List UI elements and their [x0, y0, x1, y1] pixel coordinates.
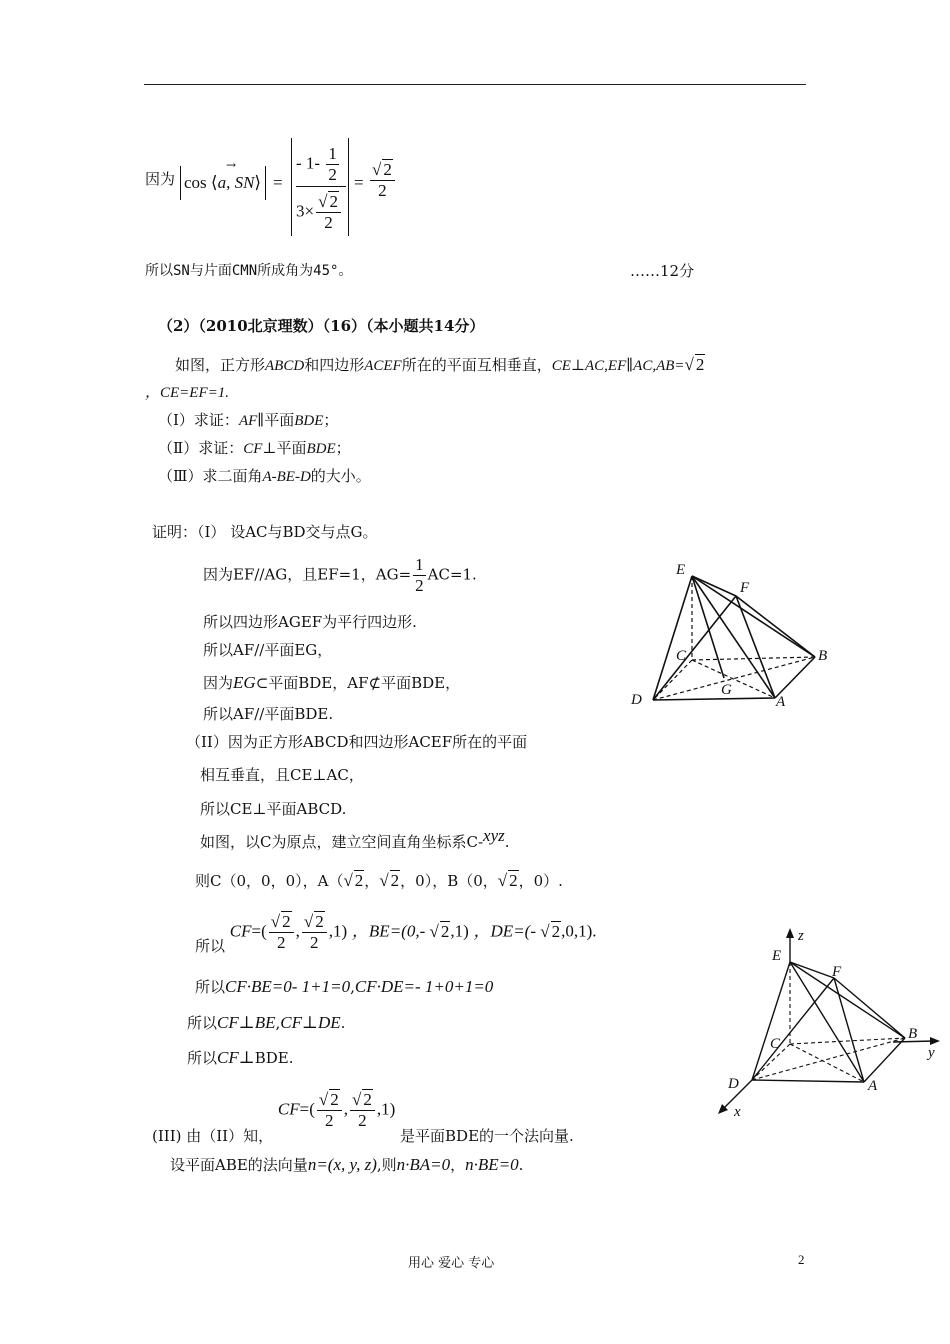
eq1-result: $\frac{√ 2}{2}$: [368, 160, 397, 201]
eq1-denominator: 3× $\frac{√ 2}{2}$: [296, 192, 343, 233]
abs-bar-left-2: [291, 138, 292, 236]
fig2-label-y: y: [928, 1045, 935, 1061]
problem-stem: 如图，正方形ABCD和四边形ACEF所在的平面互相垂直，CE⊥AC,EF∥AC,AB=√ 2: [175, 355, 705, 374]
eq1-fraction-line: [296, 186, 346, 187]
header-rule: [144, 84, 806, 85]
abs-bar-right: [265, 166, 266, 200]
eq1-numerator: - 1- $\frac{1}{2}$: [296, 144, 337, 184]
z-axis-arrow-icon: [786, 928, 794, 938]
vector-arrow-icon: →: [226, 158, 237, 172]
question-2: （Ⅱ）求证：CF⊥平面BDE；: [158, 439, 351, 457]
proof-line-14: 所以CF⊥BE,CF⊥DE.: [187, 1013, 346, 1032]
fig2-label-b: B: [908, 1026, 918, 1042]
proof-line-11: 则C（0，0，0），A（√ 2，√ 2，0），B（0，√ 2，0）.: [195, 871, 563, 890]
proof-line-12: 所以 CF=( $\frac{√ 2}{2}$ , $\frac{√ 2}{2}$ ,1) ，BE=(0,- √ 2,1) ，DE=(- √ 2,0,1).: [195, 912, 597, 955]
score-note: ……12分: [630, 262, 695, 280]
eq1-equals-2: =: [354, 173, 364, 192]
eq1-because: 因为: [145, 170, 176, 188]
fig1-label-d: D: [631, 692, 642, 708]
fig2-label-c: C: [770, 1036, 781, 1052]
proof-line-16: (III) 由（II）知， CF=( $\frac{√ 2}{2}$ , $\frac{√ 2}{2}$ ,1) 是平面BDE的一个法向量.: [152, 1090, 574, 1145]
proof-line-13: 所以CF·BE=0- 1+1=0,CF·DE=- 1+0+1=0: [195, 977, 494, 996]
eq1-equals: =: [273, 173, 283, 192]
abs-bar-left: [180, 166, 181, 200]
proof-line-5: 因为EG⊂平面BDE，AF⊄平面BDE，: [203, 673, 461, 692]
proof-line-15: 所以CF⊥BDE.: [187, 1048, 294, 1067]
proof-line-2: 因为EF//AG，且EF=1，AG= $\frac{1}{2}$ AC=1.: [203, 555, 477, 595]
proof-line-3: 所以四边形AGEF为平行四边形.: [203, 613, 417, 631]
eq1-cos: cos ⟨a, SN⟩: [184, 173, 262, 192]
fig1-label-f: F: [740, 580, 750, 596]
proof-line-10: 如图，以C为原点，建立空间直角坐标系C-xyz.: [200, 826, 510, 851]
figure-1-solid: [626, 556, 836, 716]
fig1-label-b: B: [818, 648, 828, 664]
proof-line-17: 设平面ABE的法向量n=(x, y, z),则n·BA=0，n·BE=0.: [170, 1155, 524, 1174]
fig2-label-x: x: [734, 1104, 741, 1120]
proof-line-8: 相互垂直，且CE⊥AC，: [200, 766, 364, 784]
footer-slogan: 用心 爱心 专心: [408, 1256, 495, 1271]
fig1-label-e: E: [676, 562, 686, 578]
y-axis-arrow-icon: [930, 1037, 940, 1045]
proof-line-9: 所以CE⊥平面ABCD.: [200, 800, 347, 818]
proof-line-6: 所以AF//平面BDE.: [203, 705, 334, 723]
question-3: （Ⅲ）求二面角A-BE-D的大小。: [158, 467, 371, 485]
angle-conclusion: 所以SN与片面CMN所成角为45°。: [145, 263, 353, 279]
question-1: （Ⅰ）求证：AF∥平面BDE；: [158, 411, 339, 429]
proof-line-4: 所以AF//平面EG，: [203, 641, 333, 659]
proof-line-1: 证明：（I） 设AC与BD交与点G。: [152, 523, 378, 541]
fig2-label-d: D: [728, 1076, 739, 1092]
page-number: 2: [798, 1252, 805, 1267]
fig1-label-a: A: [776, 694, 786, 710]
abs-bar-right-2: [348, 138, 349, 236]
fig2-label-e: E: [772, 948, 782, 964]
fig2-label-f: F: [832, 964, 842, 980]
fig2-label-z: z: [798, 928, 804, 944]
figure-2-coordinate-solid: [712, 920, 950, 1120]
fig1-label-c: C: [676, 648, 687, 664]
fig1-label-g: G: [721, 682, 732, 698]
problem-heading: （2）（2010北京理数）（16）（本小题共14分）: [158, 317, 485, 335]
fig2-label-a: A: [868, 1078, 878, 1094]
proof-line-7: （II）因为正方形ABCD和四边形ACEF所在的平面: [186, 733, 528, 751]
problem-stem-2: ，CE=EF=1.: [145, 385, 229, 401]
vector-a: a: [217, 173, 227, 192]
